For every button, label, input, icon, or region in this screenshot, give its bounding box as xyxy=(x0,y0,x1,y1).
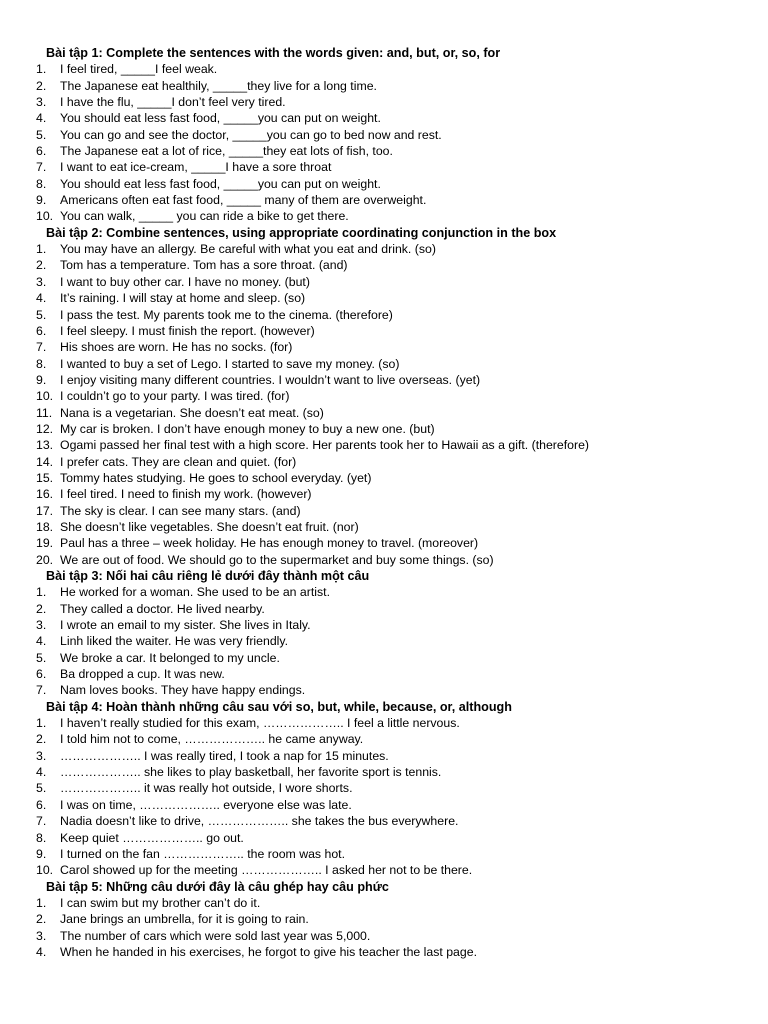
exercise-item xyxy=(36,257,756,273)
item-text: The Japanese eat a lot of rice, _____they eat lots of fish, too. xyxy=(60,144,393,159)
item-number: 5. xyxy=(36,127,47,142)
item-text: Carol showed up for the meeting ……………….. I asked her not to be there. xyxy=(60,863,473,878)
exercise-item xyxy=(36,666,756,682)
item-number: 1. xyxy=(36,716,47,731)
exercise-item xyxy=(36,388,756,404)
item-number: 3. xyxy=(36,928,47,943)
item-number: 7. xyxy=(36,683,47,698)
item-text: You should eat less fast food, _____you can put on weight. xyxy=(60,111,381,126)
exercise-item xyxy=(36,486,756,502)
exercise-heading: Bài tập 4: Hoàn thành những câu sau với so, but, while, because, or, although xyxy=(46,699,512,714)
exercise-item xyxy=(36,715,756,731)
exercise-item xyxy=(36,682,756,698)
item-number: 7. xyxy=(36,160,47,175)
item-number: 5. xyxy=(36,650,47,665)
exercise-item xyxy=(36,192,756,208)
exercise-item xyxy=(36,862,756,878)
item-text: Tom has a temperature. Tom has a sore throat. (and) xyxy=(60,258,348,273)
exercise-item xyxy=(36,780,756,796)
item-text: Nam loves books. They have happy endings. xyxy=(60,683,306,698)
item-number: 2. xyxy=(36,601,47,616)
exercise-item xyxy=(36,110,756,126)
item-text: Paul has a three – week holiday. He has enough money to travel. (moreover) xyxy=(60,536,479,551)
item-number: 2. xyxy=(36,258,47,273)
item-number: 12. xyxy=(36,421,54,436)
item-number: 3. xyxy=(36,95,47,110)
item-text: I wanted to buy a set of Lego. I started to save my money. (so) xyxy=(60,356,400,371)
worksheet xyxy=(36,45,756,960)
item-number: 4. xyxy=(36,634,47,649)
exercise-item xyxy=(36,323,756,339)
item-number: 7. xyxy=(36,340,47,355)
exercise-item xyxy=(36,944,756,960)
item-number: 1. xyxy=(36,585,47,600)
item-number: 4. xyxy=(36,291,47,306)
item-text: I enjoy visiting many different countries. I wouldn’t want to live overseas. (yet) xyxy=(60,372,481,387)
exercise-item xyxy=(36,911,756,927)
item-text: I prefer cats. They are clean and quiet. (for) xyxy=(60,454,297,469)
item-text: I pass the test. My parents took me to the cinema. (therefore) xyxy=(60,307,393,322)
item-number: 11. xyxy=(36,405,53,420)
item-number: 3. xyxy=(36,748,47,763)
item-text: I turned on the fan ……………….. the room was hot. xyxy=(60,846,346,861)
exercise-item xyxy=(36,356,756,372)
exercise-item xyxy=(36,61,756,77)
exercise-section xyxy=(36,45,756,225)
item-number: 5. xyxy=(36,781,47,796)
item-text: I feel sleepy. I must finish the report. (however) xyxy=(60,323,315,338)
item-text: We broke a car. It belonged to my uncle. xyxy=(60,650,280,665)
exercise-section xyxy=(36,699,756,879)
exercise-item xyxy=(36,372,756,388)
exercise-item xyxy=(36,290,756,306)
item-text: Linh liked the waiter. He was very friendly. xyxy=(60,634,289,649)
item-number: 13. xyxy=(36,438,54,453)
item-number: 9. xyxy=(36,846,47,861)
exercise-item xyxy=(36,584,756,600)
item-number: 7. xyxy=(36,814,47,829)
exercise-list xyxy=(36,61,756,224)
exercise-item xyxy=(36,78,756,94)
item-text: I feel tired. I need to finish my work. (however) xyxy=(60,487,312,502)
exercise-heading: Bài tập 2: Combine sentences, using appropriate coordinating conjunction in the box xyxy=(46,225,557,240)
item-text: I feel tired, _____I feel weak. xyxy=(60,62,218,77)
item-text: It’s raining. I will stay at home and sleep. (so) xyxy=(60,291,306,306)
item-text: ……………….. I was really tired, I took a nap for 15 minutes. xyxy=(60,748,389,763)
item-text: I told him not to come, ……………….. he came anyway. xyxy=(60,732,364,747)
item-number: 2. xyxy=(36,78,47,93)
exercise-item xyxy=(36,176,756,192)
exercise-item xyxy=(36,437,756,453)
exercise-list xyxy=(36,584,756,698)
exercise-item xyxy=(36,470,756,486)
item-number: 14. xyxy=(36,454,54,469)
item-text: ……………….. it was really hot outside, I wore shorts. xyxy=(60,781,353,796)
exercise-item xyxy=(36,633,756,649)
item-text: I have the flu, _____I don’t feel very tired. xyxy=(60,95,286,110)
exercise-item xyxy=(36,748,756,764)
item-text: His shoes are worn. He has no socks. (for) xyxy=(60,340,293,355)
exercise-item xyxy=(36,764,756,780)
exercise-item xyxy=(36,503,756,519)
exercise-item xyxy=(36,274,756,290)
item-number: 10. xyxy=(36,863,54,878)
exercise-item xyxy=(36,519,756,535)
exercise-item xyxy=(36,895,756,911)
item-text: My car is broken. I don’t have enough money to buy a new one. (but) xyxy=(60,421,435,436)
item-number: 1. xyxy=(36,895,47,910)
item-number: 9. xyxy=(36,193,47,208)
item-text: Nana is a vegetarian. She doesn’t eat meat. (so) xyxy=(60,405,324,420)
item-text: Keep quiet ……………….. go out. xyxy=(60,830,244,845)
exercise-heading: Bài tập 3: Nối hai câu riêng lẻ dưới đây thành một câu xyxy=(46,569,370,583)
exercise-list xyxy=(36,895,756,960)
exercise-item xyxy=(36,421,756,437)
item-number: 8. xyxy=(36,176,47,191)
item-text: The sky is clear. I can see many stars. (and) xyxy=(60,503,301,518)
exercise-list xyxy=(36,241,756,568)
item-number: 18. xyxy=(36,519,54,534)
item-text: You may have an allergy. Be careful with what you eat and drink. (so) xyxy=(60,242,436,257)
item-number: 2. xyxy=(36,912,47,927)
exercise-item xyxy=(36,552,756,568)
item-text: I was on time, ……………….. everyone else was late. xyxy=(60,797,352,812)
exercise-item xyxy=(36,405,756,421)
item-number: 8. xyxy=(36,830,47,845)
item-number: 5. xyxy=(36,307,47,322)
item-text: You should eat less fast food, _____you can put on weight. xyxy=(60,176,381,191)
exercise-item xyxy=(36,928,756,944)
item-text: They called a doctor. He lived nearby. xyxy=(60,601,265,616)
item-number: 8. xyxy=(36,356,47,371)
exercise-heading: Bài tập 5: Những câu dưới đây là câu ghép hay câu phức xyxy=(46,879,389,894)
item-number: 2. xyxy=(36,732,47,747)
item-text: The Japanese eat healthily, _____they live for a long time. xyxy=(60,78,377,93)
item-number: 16. xyxy=(36,487,54,502)
item-text: Americans often eat fast food, _____ many of them are overweight. xyxy=(60,193,427,208)
item-number: 10. xyxy=(36,209,54,224)
exercise-item xyxy=(36,797,756,813)
item-text: You can walk, _____ you can ride a bike to get there. xyxy=(60,209,349,224)
exercise-item xyxy=(36,208,756,224)
item-text: She doesn’t like vegetables. She doesn’t eat fruit. (nor) xyxy=(60,519,359,534)
item-text: I wrote an email to my sister. She lives in Italy. xyxy=(60,618,311,633)
item-number: 4. xyxy=(36,765,47,780)
exercise-item xyxy=(36,241,756,257)
item-number: 1. xyxy=(36,62,47,77)
exercise-item xyxy=(36,454,756,470)
exercise-section xyxy=(36,568,756,699)
item-number: 1. xyxy=(36,242,47,257)
item-text: I can swim but my brother can’t do it. xyxy=(60,895,261,910)
exercise-list xyxy=(36,715,756,878)
exercise-heading: Bài tập 1: Complete the sentences with the words given: and, but, or, so, for xyxy=(46,46,501,60)
item-number: 15. xyxy=(36,470,54,485)
item-number: 3. xyxy=(36,618,47,633)
item-number: 19. xyxy=(36,536,54,551)
item-number: 4. xyxy=(36,944,47,959)
exercise-item xyxy=(36,127,756,143)
item-number: 6. xyxy=(36,144,47,159)
item-number: 17. xyxy=(36,503,54,518)
item-text: Ba dropped a cup. It was new. xyxy=(60,667,225,682)
item-number: 6. xyxy=(36,667,47,682)
item-text: I haven’t really studied for this exam, ……………….. I feel a little nervous. xyxy=(60,716,460,731)
item-text: I couldn’t go to your party. I was tired. (for) xyxy=(60,389,290,404)
item-number: 6. xyxy=(36,323,47,338)
exercise-item xyxy=(36,143,756,159)
exercise-item xyxy=(36,339,756,355)
exercise-item xyxy=(36,307,756,323)
item-number: 9. xyxy=(36,372,47,387)
exercise-item xyxy=(36,159,756,175)
item-number: 6. xyxy=(36,797,47,812)
exercise-item xyxy=(36,617,756,633)
exercise-item xyxy=(36,813,756,829)
item-text: When he handed in his exercises, he forgot to give his teacher the last page. xyxy=(60,944,477,959)
exercise-item xyxy=(36,535,756,551)
item-text: ……………….. she likes to play basketball, her favorite sport is tennis. xyxy=(60,765,442,780)
item-number: 20. xyxy=(36,552,54,567)
item-number: 3. xyxy=(36,274,47,289)
item-text: He worked for a woman. She used to be an artist. xyxy=(60,585,330,600)
item-text: Tommy hates studying. He goes to school everyday. (yet) xyxy=(60,470,372,485)
item-text: I want to buy other car. I have no money. (but) xyxy=(60,274,310,289)
item-text: Nadia doesn’t like to drive, ……………….. she takes the bus everywhere. xyxy=(60,814,459,829)
exercise-item xyxy=(36,731,756,747)
exercise-item xyxy=(36,846,756,862)
exercise-section xyxy=(36,225,756,568)
item-text: I want to eat ice-cream, _____I have a sore throat xyxy=(60,160,332,175)
item-text: The number of cars which were sold last year was 5,000. xyxy=(60,928,371,943)
exercise-section xyxy=(36,879,756,961)
item-text: We are out of food. We should go to the supermarket and buy some things. (so) xyxy=(60,552,494,567)
exercise-item xyxy=(36,94,756,110)
item-text: Ogami passed her final test with a high score. Her parents took her to Hawaii as a gift. (therefore) xyxy=(60,438,590,453)
item-number: 10. xyxy=(36,389,54,404)
exercise-item xyxy=(36,830,756,846)
item-text: Jane brings an umbrella, for it is going to rain. xyxy=(60,912,309,927)
item-text: You can go and see the doctor, _____you can go to bed now and rest. xyxy=(60,127,442,142)
item-number: 4. xyxy=(36,111,47,126)
exercise-item xyxy=(36,650,756,666)
exercise-item xyxy=(36,601,756,617)
